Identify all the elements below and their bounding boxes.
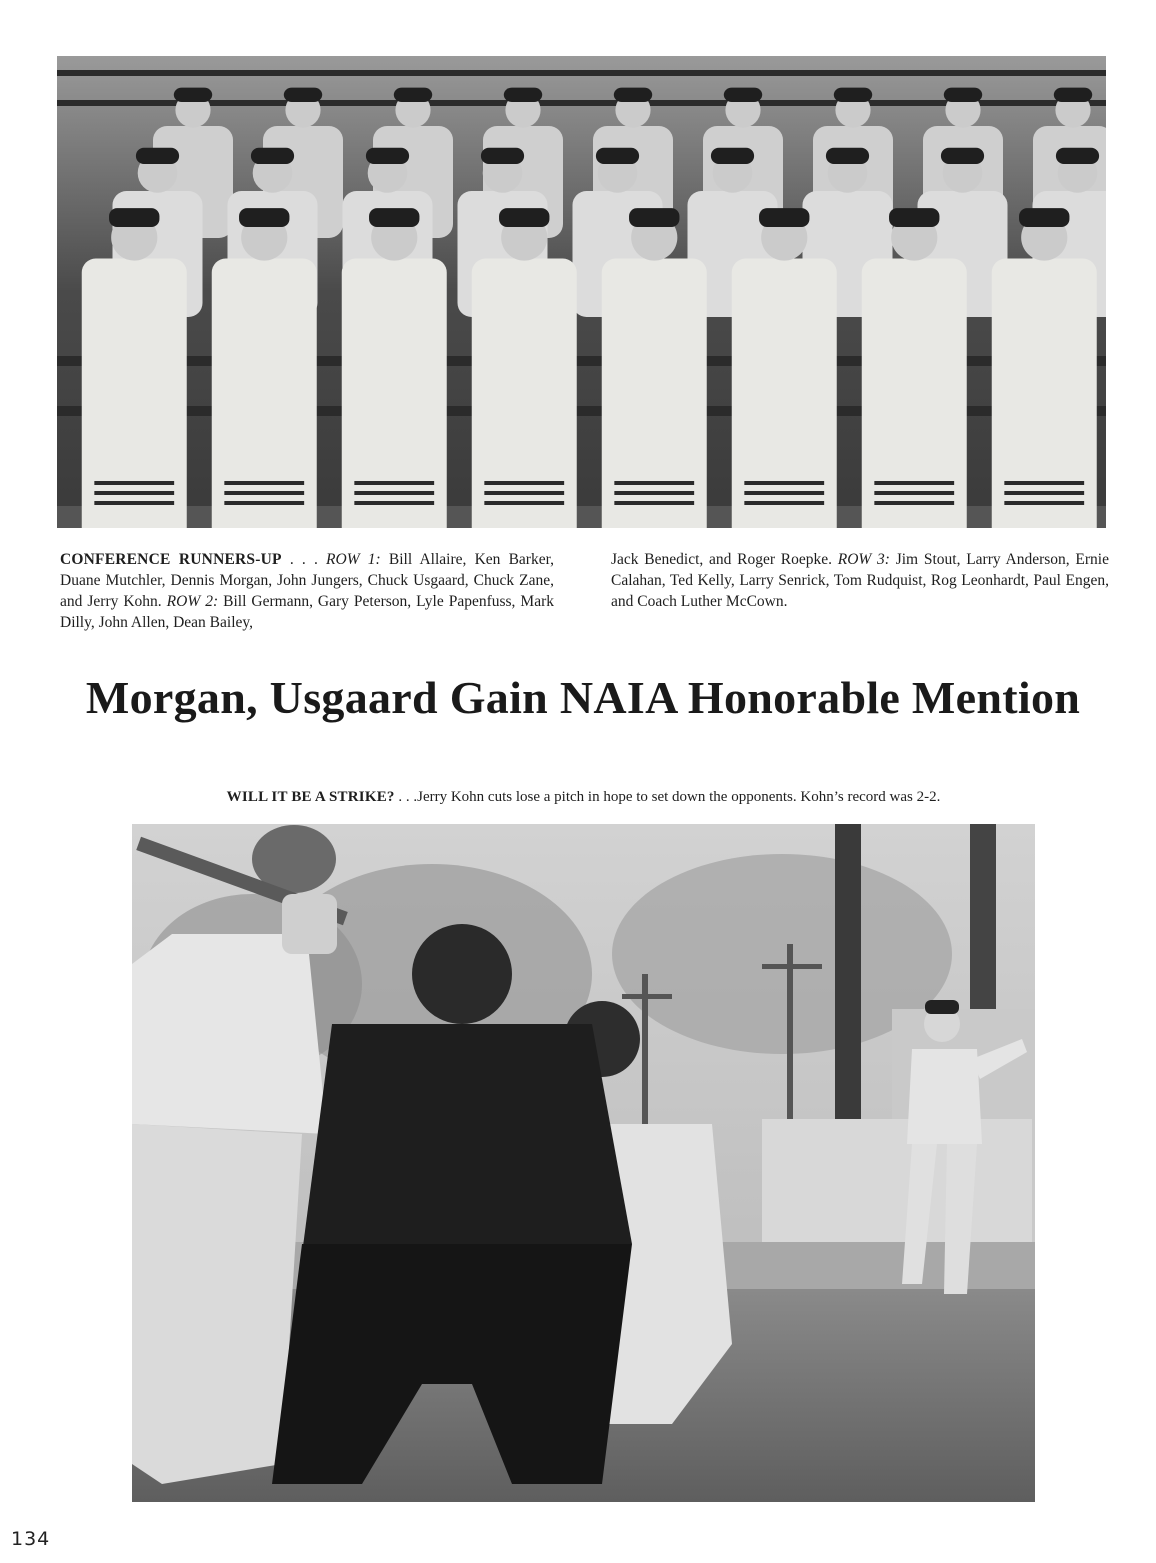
row1-label: ROW 1:	[326, 551, 381, 568]
row3-label: ROW 3:	[837, 551, 890, 568]
game-photo-caption	[132, 787, 1035, 807]
caption-title: CONFERENCE RUNNERS-UP	[60, 551, 282, 568]
game-caption-ellipsis: . . .	[394, 789, 418, 805]
team-caption-right	[611, 549, 1109, 612]
game-caption-text: Jerry Kohn cuts lose a pitch in hope to set down the opponents. Kohn’s record was 2-2.	[417, 789, 941, 805]
row2-names-continued: Jack Benedict, and Roger Roepke.	[611, 551, 838, 568]
game-caption-title: WILL IT BE A STRIKE?	[226, 789, 395, 805]
row3-names: Jim Stout, Larry Anderson, Ernie Calahan, Ted Kelly, Larry Senrick, Tom Rudquist, Rog Leonhardt, Paul Engen, and Coach Luther McCown.	[611, 551, 1109, 610]
team-caption-left	[60, 549, 554, 633]
row2-names: Bill Germann, Gary Peterson, Lyle Papenfuss, Mark Dilly, John Allen, Dean Bailey,	[60, 593, 554, 631]
row2-label: ROW 2:	[166, 593, 219, 610]
team-photo	[57, 56, 1106, 528]
game-action-photo	[132, 824, 1035, 1502]
headline: Morgan, Usgaard Gain NAIA Honorable Mention	[85, 672, 1081, 723]
page-number: 134	[11, 1528, 51, 1550]
game-photo-graphic	[132, 824, 1035, 1502]
row1-names: Bill Allaire, Ken Barker, Duane Mutchler, Dennis Morgan, John Jungers, Chuck Usgaard, Chuck Zane, and Jerry Kohn.	[60, 551, 555, 610]
team-photo-graphic	[57, 56, 1106, 528]
caption-ellipsis: . . .	[281, 551, 327, 568]
